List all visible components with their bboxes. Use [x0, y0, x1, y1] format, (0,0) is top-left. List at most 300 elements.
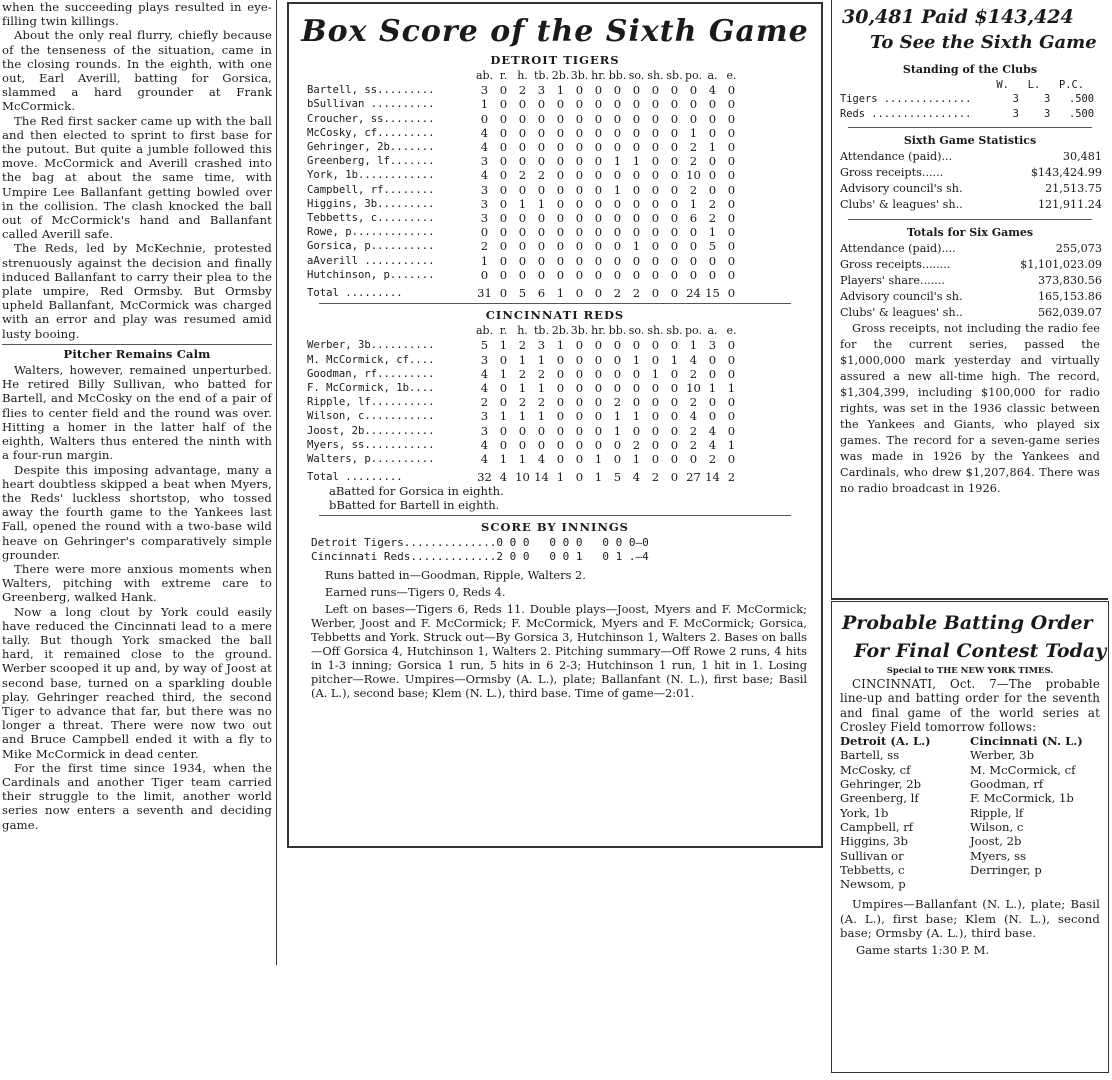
- stat-cell: 0: [594, 83, 603, 98]
- stat-cell: 2: [480, 239, 489, 254]
- stat-cell: 0: [594, 154, 603, 169]
- stat-cell: 0: [613, 111, 622, 126]
- player-row: [307, 154, 741, 168]
- stat-cell: 1: [632, 352, 641, 367]
- lineup-entry: Greenberg, lf: [840, 791, 919, 806]
- stat-cell: 0: [632, 366, 641, 381]
- stat-cell: 0: [651, 83, 660, 98]
- stat-cell: 1: [632, 239, 641, 254]
- stat-cell: 4: [632, 470, 641, 485]
- stat-cell: 0: [575, 338, 584, 353]
- stat-cell: 0: [575, 267, 584, 282]
- stat-label: Attendance (paid)....: [840, 242, 956, 256]
- lineup-entry: Derringer, p: [970, 862, 1042, 877]
- player-row: [307, 183, 741, 197]
- stat-cell: 0: [594, 196, 603, 211]
- detroit-lineup-heading: Detroit (A. L.): [840, 734, 931, 749]
- stat-label: Gross receipts........: [840, 258, 951, 272]
- stat-cell: 0: [537, 437, 546, 452]
- stat-cell: 0: [575, 196, 584, 211]
- stat-cell: 0: [575, 182, 584, 197]
- stat-cell: 0: [708, 97, 717, 112]
- column-header: 2b.: [551, 69, 570, 82]
- stat-cell: 0: [537, 253, 546, 268]
- stat-cell: 0: [594, 366, 603, 381]
- stat-cell: 0: [727, 253, 736, 268]
- stat-cell: 0: [594, 97, 603, 112]
- box-footnote: bBatted for Bartell in eighth.: [329, 498, 500, 513]
- stat-cell: 0: [594, 437, 603, 452]
- column-header: hr.: [591, 324, 606, 338]
- stat-cell: 0: [594, 168, 603, 183]
- stat-cell: 0: [689, 267, 698, 282]
- stat-cell: 1: [518, 352, 527, 367]
- stat-cell: 10: [686, 168, 701, 183]
- article-paragraph: The Reds, led by McKechnie, protested strenuously against the decision and finally induced Ballanfant to carry their plea to the plate umpire, Red Ormsby. But Ormsby upheld Ballanfant, McCormick was charged with an error and play was resumed amid lusty booing.: [2, 241, 272, 341]
- stat-cell: 1: [708, 225, 717, 240]
- game-summary: [311, 568, 807, 700]
- standing-values: 3 3 .500: [1012, 107, 1094, 120]
- stat-cell: 1: [651, 366, 660, 381]
- stat-cell: 0: [499, 97, 508, 112]
- stat-cell: 0: [689, 239, 698, 254]
- stat-cell: 0: [575, 111, 584, 126]
- stat-cell: 1: [613, 423, 622, 438]
- stat-cell: 0: [651, 452, 660, 467]
- stat-cell: 1: [518, 452, 527, 467]
- column-header-row: [307, 69, 741, 83]
- player-row: [307, 126, 741, 140]
- stat-cell: 4: [708, 437, 717, 452]
- stat-cell: 10: [686, 381, 701, 396]
- stat-label: Advisory council's sh.: [840, 290, 963, 304]
- stat-cell: 0: [651, 267, 660, 282]
- stat-cell: 0: [651, 437, 660, 452]
- stat-cell: 0: [499, 395, 508, 410]
- stat-cell: 1: [708, 140, 717, 155]
- stat-cell: 0: [518, 225, 527, 240]
- stat-cell: 0: [575, 423, 584, 438]
- stat-cell: 0: [632, 125, 641, 140]
- stat-row: [840, 289, 1102, 305]
- stat-cell: 0: [651, 168, 660, 183]
- detroit-team-heading: DETROIT TIGERS: [490, 53, 620, 67]
- stat-cell: 0: [499, 182, 508, 197]
- stat-value: 121,911.24: [1037, 198, 1102, 212]
- divider: [848, 219, 1092, 220]
- stat-cell: 1: [632, 452, 641, 467]
- stat-cell: 0: [575, 395, 584, 410]
- stat-cell: 0: [632, 267, 641, 282]
- stat-cell: 0: [670, 253, 679, 268]
- player-name: Gehringer, 2b.......: [307, 141, 435, 154]
- stat-cell: 0: [632, 253, 641, 268]
- stat-row: [840, 149, 1102, 165]
- stat-cell: 1: [537, 381, 546, 396]
- stat-cell: 0: [632, 97, 641, 112]
- stat-cell: 4: [708, 423, 717, 438]
- stat-cell: 0: [727, 286, 736, 301]
- stat-cell: 0: [727, 423, 736, 438]
- column-header: po.: [685, 324, 702, 338]
- stat-cell: 0: [499, 111, 508, 126]
- stat-cell: 0: [480, 267, 489, 282]
- stat-cell: 0: [670, 154, 679, 169]
- stat-cell: 2: [689, 437, 698, 452]
- header-spacer: [307, 324, 475, 338]
- stat-cell: 0: [670, 470, 679, 485]
- sixth-stats-title: Sixth Game Statistics: [903, 134, 1037, 148]
- stat-cell: 0: [499, 196, 508, 211]
- stat-cell: 1: [518, 409, 527, 424]
- stat-cell: 0: [518, 437, 527, 452]
- stat-cell: 0: [632, 83, 641, 98]
- stat-row: [840, 181, 1102, 197]
- stat-cell: 15: [705, 286, 720, 301]
- stat-cell: 0: [689, 97, 698, 112]
- reds-box-table: [307, 324, 741, 484]
- stat-cell: 1: [594, 452, 603, 467]
- player-row: [307, 140, 741, 154]
- stat-cell: 0: [613, 352, 622, 367]
- stat-cell: 0: [708, 366, 717, 381]
- stat-cell: 0: [518, 125, 527, 140]
- lineup-entry: Wilson, c: [970, 819, 1024, 834]
- stat-cell: 0: [727, 154, 736, 169]
- lineup-entry: [970, 877, 1100, 891]
- stat-cell: 0: [518, 253, 527, 268]
- stat-value: 373,830.56: [1037, 274, 1102, 288]
- player-name: Croucher, ss........: [307, 112, 435, 125]
- player-name: Higgins, 3b.........: [307, 197, 435, 210]
- player-row: [307, 438, 741, 452]
- lineup-entry: Sullivan or: [840, 848, 904, 863]
- column-header: 3b.: [570, 324, 589, 338]
- lineup-entry: Tebbetts, c: [840, 862, 905, 877]
- stat-cell: 0: [556, 452, 565, 467]
- stat-cell: 0: [499, 154, 508, 169]
- stat-cell: 0: [594, 286, 603, 301]
- stat-cell: 0: [708, 267, 717, 282]
- player-row: [307, 424, 741, 438]
- stat-cell: 0: [670, 286, 679, 301]
- stat-cell: 0: [518, 182, 527, 197]
- article-paragraph: Despite this imposing advantage, many a heart doubtless skipped a beat when Myers, the Reds' luckless shortstop, who tossed away the fourth game to the Yankees last Fall, opened the round with a two-base wild heave on Gehringer's comparatively simple grounder.: [2, 462, 272, 562]
- game-start-time: Game starts 1:30 P. M.: [856, 943, 990, 958]
- stat-cell: 1: [689, 125, 698, 140]
- stat-cell: 5: [613, 470, 622, 485]
- player-row: [307, 338, 741, 352]
- stat-cell: 0: [556, 352, 565, 367]
- lineup-entry: Newsom, p: [840, 877, 906, 892]
- stat-cell: 0: [575, 352, 584, 367]
- stat-cell: 0: [632, 111, 641, 126]
- stat-cell: 0: [651, 338, 660, 353]
- stat-cell: 0: [670, 395, 679, 410]
- stat-cell: 0: [670, 211, 679, 226]
- stat-cell: 0: [670, 225, 679, 240]
- player-name: Hutchinson, p.......: [307, 268, 435, 281]
- stat-cell: 1: [556, 83, 565, 98]
- attendance-panel: [831, 0, 1108, 600]
- stat-cell: 0: [708, 154, 717, 169]
- stat-cell: 1: [632, 154, 641, 169]
- stat-value: $1,101,023.09: [1020, 258, 1102, 272]
- stat-cell: 0: [575, 409, 584, 424]
- stat-cell: 0: [727, 409, 736, 424]
- column-header: so.: [628, 69, 645, 82]
- stat-cell: 0: [556, 423, 565, 438]
- stat-cell: 0: [499, 168, 508, 183]
- column-header: sh.: [647, 324, 664, 338]
- stat-cell: 0: [708, 395, 717, 410]
- stat-cell: 0: [537, 225, 546, 240]
- stat-cell: 2: [518, 338, 527, 353]
- stat-value: 165,153.86: [1037, 290, 1102, 304]
- stat-cell: 0: [556, 395, 565, 410]
- player-name: F. McCormick, 1b....: [307, 382, 435, 395]
- umpires-note: Umpires—Ballanfant (N. L.), plate; Basil (A. L.), first base; Klem (N. L.), second base; Ormsby (A. L.), third base.: [840, 897, 1100, 941]
- standing-team: Reds ................: [840, 107, 972, 120]
- stat-cell: 0: [670, 97, 679, 112]
- stat-cell: 0: [670, 168, 679, 183]
- stat-cell: 4: [537, 452, 546, 467]
- stat-cell: 2: [613, 395, 622, 410]
- stat-cell: 0: [556, 267, 565, 282]
- stat-cell: 0: [632, 338, 641, 353]
- stat-cell: 3: [480, 409, 489, 424]
- stat-cell: 0: [594, 125, 603, 140]
- attendance-subheadline: To See the Sixth Game: [870, 32, 1097, 53]
- stat-cell: 2: [689, 154, 698, 169]
- player-row: [307, 381, 741, 395]
- stat-cell: 1: [632, 409, 641, 424]
- stat-cell: 0: [651, 352, 660, 367]
- stat-cell: 0: [556, 125, 565, 140]
- stat-cell: 0: [613, 211, 622, 226]
- stat-cell: 0: [556, 381, 565, 396]
- stat-cell: 0: [499, 125, 508, 140]
- stat-cell: 0: [594, 140, 603, 155]
- stat-cell: 0: [575, 211, 584, 226]
- stat-cell: 2: [651, 470, 660, 485]
- stat-row: [840, 273, 1102, 289]
- stat-cell: 2: [537, 168, 546, 183]
- stat-cell: 0: [727, 125, 736, 140]
- column-header: e.: [726, 69, 737, 82]
- receipts-note: Gross receipts, not including the radio fee for the current series, passed the $1,000,000 mark yesterday and virtually assured a new all-time high. The record, $1,304,399, including $100,000 for radio rights, was set in the 1936 classic between the Yankees and Giants, who played six games. The record for a seven-game series was made in 1926 by the Yankees and Cardinals, who drew $1,207,864. There was no radio broadcast in 1926.: [840, 322, 1100, 496]
- stat-cell: 0: [575, 225, 584, 240]
- reds-team-heading: CINCINNATI REDS: [485, 308, 625, 323]
- stat-cell: 0: [518, 97, 527, 112]
- stat-cell: 0: [594, 338, 603, 353]
- stat-cell: 0: [670, 338, 679, 353]
- stat-cell: 0: [651, 125, 660, 140]
- header-spacer: [307, 69, 475, 83]
- stat-cell: 0: [670, 196, 679, 211]
- article-paragraph: About the only real flurry, chiefly because of the tenseness of the situation, came in the closing rounds. In the eighth, with one out, Earl Averill, batting for Gorsica, slammed a hard grounder at Frank McCormick.: [2, 28, 272, 114]
- stat-cell: 0: [632, 225, 641, 240]
- stat-cell: 0: [575, 97, 584, 112]
- stat-cell: 2: [537, 366, 546, 381]
- stat-cell: 0: [575, 239, 584, 254]
- stat-cell: 1: [480, 97, 489, 112]
- stat-cell: 0: [613, 239, 622, 254]
- stat-cell: 0: [651, 97, 660, 112]
- stat-cell: 0: [613, 97, 622, 112]
- stat-cell: 1: [556, 338, 565, 353]
- summary-line: Earned runs—Tigers 0, Reds 4.: [325, 585, 506, 600]
- article-paragraph: Now a long clout by York could easily have reduced the Cincinnati lead to a mere tally. But though York smacked the ball hard, it remained close to the ground. Werber scooped it up and, by way of Joost at second base, turned on a sparkling double play. Gehringer reached third, the second Tiger to advance that far, but there was no longer a threat. There were now two out and Bruce Campbell ended it with a fly to Mike McCormick in dead center.: [2, 604, 272, 761]
- stat-cell: 0: [708, 352, 717, 367]
- stat-cell: 1: [613, 409, 622, 424]
- stat-cell: 0: [518, 239, 527, 254]
- stat-cell: 0: [708, 253, 717, 268]
- batting-order-headline: Probable Batting Order: [842, 612, 1093, 634]
- stat-cell: 0: [537, 211, 546, 226]
- stat-cell: 0: [537, 125, 546, 140]
- stat-cell: 0: [708, 125, 717, 140]
- stat-cell: 0: [727, 168, 736, 183]
- column-header: h.: [517, 324, 528, 338]
- stat-cell: 27: [686, 470, 701, 485]
- stat-cell: 5: [708, 239, 717, 254]
- stat-cell: 0: [670, 182, 679, 197]
- stat-cell: 0: [670, 437, 679, 452]
- stat-cell: 0: [480, 111, 489, 126]
- article-paragraph: There were more anxious moments when Walters, pitching with extreme care to Greenberg, walked Hank.: [2, 561, 272, 605]
- total-row: [307, 282, 741, 300]
- stat-cell: 0: [575, 125, 584, 140]
- player-name: aAverill ...........: [307, 254, 435, 267]
- standing-title: Standing of the Clubs: [902, 63, 1038, 76]
- player-name: M. McCormick, cf....: [307, 353, 435, 366]
- player-name: Gorsica, p..........: [307, 240, 435, 253]
- stat-cell: 1: [499, 409, 508, 424]
- column-header: sb.: [666, 324, 683, 338]
- player-name: Total .........: [307, 287, 403, 300]
- stat-cell: 0: [556, 154, 565, 169]
- attendance-headline: 30,481 Paid $143,424: [842, 6, 1074, 28]
- stat-cell: 0: [537, 97, 546, 112]
- column-header: po.: [685, 69, 702, 82]
- stat-cell: 2: [689, 423, 698, 438]
- stat-row: [840, 305, 1102, 321]
- stat-cell: 2: [689, 395, 698, 410]
- stat-cell: 0: [632, 196, 641, 211]
- standing-values: 3 3 .500: [1012, 93, 1094, 106]
- stat-cell: 0: [632, 182, 641, 197]
- stat-cell: 0: [537, 423, 546, 438]
- stat-cell: 0: [670, 125, 679, 140]
- stat-cell: 0: [613, 338, 622, 353]
- column-header: e.: [726, 324, 737, 338]
- stat-cell: 2: [518, 168, 527, 183]
- stat-cell: 0: [537, 140, 546, 155]
- stat-cell: 2: [518, 366, 527, 381]
- special-credit: Special to THE NEW YORK TIMES.: [886, 666, 1054, 676]
- stat-cell: 0: [613, 267, 622, 282]
- stat-cell: 0: [727, 111, 736, 126]
- stat-cell: 0: [670, 409, 679, 424]
- stat-cell: 0: [651, 395, 660, 410]
- stat-cell: 0: [594, 381, 603, 396]
- summary-line: Left on bases—Tigers 6, Reds 11. Double plays—Joost, Myers and F. McCormick; Werber, Joost and F. McCormick; F. McCormick, Myers and F. McCormick; Gorsica, Tebbetts and York. Struck out—By Gorsica 3, Hutchinson 1, Walters 2. Bases on balls—Off Gorsica 4, Hutchinson 1, Walters 2. Pitching summary—Off Rowe 2 runs, 4 hits in 1-3 inning; Gorsica 1 run, 5 hits in 6 2-3; Hutchinson 1 run, 1 hit in 1. Losing pitcher—Rowe. Umpires—Ormsby (A. L.), plate; Ballanfant (N. L.), first base; Basil (A. L.), second base; Klem (N. L.), third base. Time of game—2:01.: [311, 602, 807, 701]
- stat-cell: 0: [670, 452, 679, 467]
- stat-cell: 2: [613, 286, 622, 301]
- stat-cell: 0: [556, 111, 565, 126]
- stat-cell: 0: [613, 366, 622, 381]
- player-name: Campbell, rf........: [307, 183, 435, 196]
- column-header: sh.: [647, 69, 664, 82]
- stat-cell: 0: [632, 423, 641, 438]
- player-name: Walters, p..........: [307, 453, 435, 466]
- stat-value: 30,481: [1062, 150, 1102, 164]
- stat-cell: 0: [556, 211, 565, 226]
- stat-cell: 0: [708, 182, 717, 197]
- stat-row: [840, 165, 1102, 181]
- stat-cell: 0: [537, 267, 546, 282]
- player-row: [307, 254, 741, 268]
- stat-cell: 4: [499, 470, 508, 485]
- stat-cell: 3: [480, 83, 489, 98]
- stat-cell: 0: [613, 168, 622, 183]
- innings-line-detroit: Detroit Tigers..............0 0 0 0 0 0 0 0 0—0: [311, 536, 649, 550]
- article-paragraph: Walters, however, remained unperturbed. He retired Billy Sullivan, who batted for Bartell, and McCosky on the end of a pair of flies to center field and the round was over. Hitting a homer in the latter half of the eighth, Walters thus entered the ninth with a four-run margin.: [2, 363, 272, 463]
- stat-cell: 0: [708, 409, 717, 424]
- stat-cell: 0: [670, 83, 679, 98]
- stat-cell: 2: [632, 286, 641, 301]
- stat-cell: 0: [632, 211, 641, 226]
- stat-cell: 0: [689, 452, 698, 467]
- stat-cell: 3: [480, 352, 489, 367]
- stat-cell: 4: [708, 83, 717, 98]
- player-row: [307, 367, 741, 381]
- stat-cell: 0: [556, 366, 565, 381]
- stat-cell: 4: [480, 125, 489, 140]
- stat-cell: 0: [651, 423, 660, 438]
- standing-team: Tigers ..............: [840, 93, 972, 106]
- summary-line: Runs batted in—Goodman, Ripple, Walters 2.: [325, 568, 586, 583]
- player-row: [307, 112, 741, 126]
- player-name: Goodman, rf.........: [307, 367, 435, 380]
- stat-row: [840, 241, 1102, 257]
- stat-cell: 1: [518, 196, 527, 211]
- player-name: Ripple, lf..........: [307, 396, 435, 409]
- divider: [319, 303, 791, 304]
- stat-cell: 0: [518, 154, 527, 169]
- player-name: McCosky, cf.........: [307, 126, 435, 139]
- stat-cell: 0: [651, 239, 660, 254]
- player-name: bSullivan ..........: [307, 98, 435, 111]
- stat-cell: 0: [518, 267, 527, 282]
- batting-order-subheadline: For Final Contest Today: [854, 640, 1107, 662]
- stat-cell: 0: [575, 452, 584, 467]
- stat-cell: 0: [537, 154, 546, 169]
- stat-cell: 0: [689, 225, 698, 240]
- stat-cell: 2: [480, 395, 489, 410]
- lineup-entry: Joost, 2b: [970, 834, 1022, 849]
- stat-cell: 2: [708, 452, 717, 467]
- stat-cell: 0: [499, 423, 508, 438]
- player-row: [307, 239, 741, 253]
- cincinnati-lineup-heading: Cincinnati (N. L.): [970, 734, 1083, 749]
- stat-label: Clubs' & leagues' sh..: [840, 198, 963, 212]
- column-header: bb.: [608, 69, 627, 82]
- stat-cell: 0: [708, 168, 717, 183]
- stat-cell: 2: [708, 211, 717, 226]
- article-paragraph: The Red first sacker came up with the ball and then elected to sprint to first base for the putout. But quite a jumble followed this move. McCormick and Averill crashed into the bag at about the same time, with Umpire Lee Ballanfant getting bowled over in the collision. The clash knocked the ball out of McCormick's hand and Ballanfant called Averill safe.: [2, 113, 272, 242]
